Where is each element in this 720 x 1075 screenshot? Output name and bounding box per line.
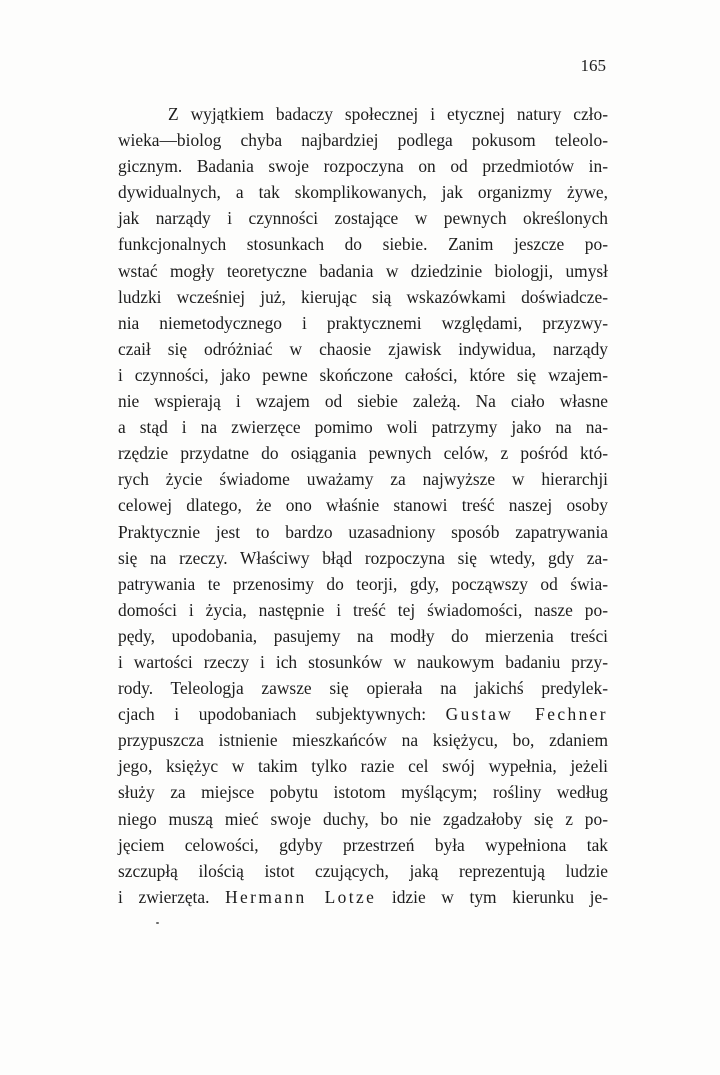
text-line: domości i życia, następnie i treść tej świadomości, nasze po-: [118, 599, 608, 620]
text-line: i wartości rzeczy i ich stosunków w naukowym badaniu przy-: [118, 651, 608, 672]
text-line: patrywania te przenosimy do teorji, gdy, począwszy od świa-: [118, 573, 608, 594]
body-text: [118, 101, 608, 910]
text-line: rody. Teleologja zawsze się opierała na jakichś predylek-: [118, 678, 608, 699]
text-line: wieka—biolog chyba najbardziej podlega pokusom teleolo-: [118, 130, 608, 151]
text-line: rzędzie przydatne do osiągania pewnych celów, z pośród któ-: [118, 443, 608, 464]
author-name-fechner: Gustaw Fechner: [445, 704, 608, 725]
text-line: pędy, upodobania, pasujemy na modły do mierzenia treści: [118, 625, 608, 646]
text-line: się na rzeczy. Właściwy błąd rozpoczyna się wtedy, gdy za-: [118, 547, 608, 568]
text-line: Z wyjątkiem badaczy społecznej i etycznej natury czło-: [168, 104, 608, 124]
text-line-fechner: [118, 701, 608, 727]
text-line: a stąd i na zwierzęce pomimo woli patrzymy jako na na-: [118, 417, 608, 438]
author-name-lotze: Hermann Lotze: [225, 886, 377, 907]
text-line: nie wspierają i wzajem od siebie zależą. Na ciało własne: [118, 391, 608, 412]
text-line-lotze: [118, 884, 608, 910]
text-segment: cjach i upodobaniach subjektywnych:: [118, 704, 446, 725]
text-line: jęciem celowości, gdyby przestrzeń była wypełniona tak: [118, 834, 608, 855]
text-line: niego muszą mieć swoje duchy, bo nie zgadzałoby się z po-: [118, 808, 608, 829]
text-line: rych życie świadome uważamy za najwyższe w hierarchji: [118, 469, 608, 490]
text-segment: idzie w tym kierunku je-: [376, 886, 609, 907]
text-segment: i zwierzęta.: [118, 886, 226, 907]
text-line: celowej dlatego, że ono właśnie stanowi treść naszej osoby: [118, 495, 608, 516]
text-line: czaił się odróżniać w chaosie zjawisk indywidua, narządy: [118, 338, 608, 359]
text-line: ludzki wcześniej już, kierując sią wskazówkami doświadcze-: [118, 286, 608, 307]
text-line: dywidualnych, a tak skomplikowanych, jak organizmy żywe,: [118, 182, 608, 203]
page-number: 165: [580, 56, 606, 75]
text-line: jak narządy i czynności zostające w pewnych określonych: [118, 208, 608, 229]
text-line: i czynności, jako pewne skończone całości, które się wzajem-: [118, 364, 608, 385]
text-line: Praktycznie jest to bardzo uzasadniony sposób zapatrywania: [118, 521, 608, 542]
text-line: gicznym. Badania swoje rozpoczyna on od przedmiotów in-: [118, 156, 608, 177]
ink-speck: [156, 922, 159, 924]
text-line: jego, księżyc w takim tylko razie cel swój wypełnia, jeżeli: [118, 756, 608, 777]
text-line: przypuszcza istnienie mieszkańców na księżycu, bo, zdaniem: [118, 730, 608, 751]
text-line: funkcjonalnych stosunkach do siebie. Zanim jeszcze po-: [118, 234, 608, 255]
text-line: wstać mogły teoretyczne badania w dziedzinie biologji, umysł: [118, 260, 608, 281]
text-line: służy za miejsce pobytu istotom myślącym; rośliny według: [118, 782, 608, 803]
text-line: nia niemetodycznego i praktycznemi względami, przyzwy-: [118, 312, 608, 333]
text-line: szczupłą ilością istot czujących, jaką reprezentują ludzie: [118, 860, 608, 881]
